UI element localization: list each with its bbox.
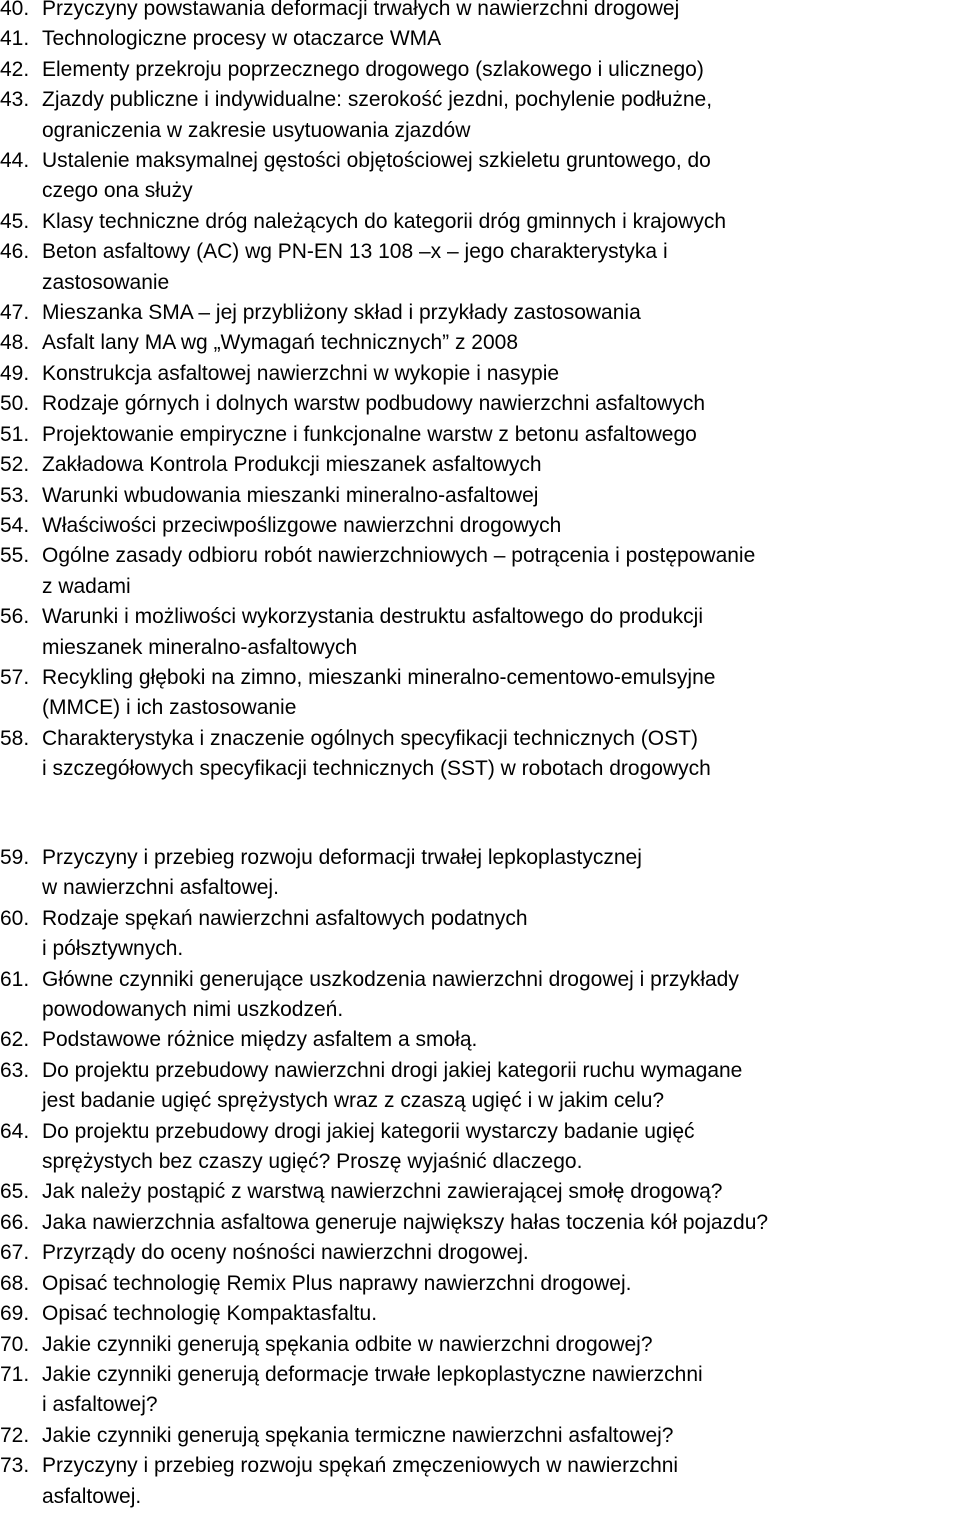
question-text-line: Recykling głęboki na zimno, mieszanki mineralno-cementowo-emulsyjne: [42, 665, 716, 689]
question-text-line: Klasy techniczne dróg należących do kategorii dróg gminnych i krajowych: [42, 209, 727, 233]
question-text-line: czego ona służy: [42, 179, 193, 203]
question-text-line: Do projektu przebudowy nawierzchni drogi jakiej kategorii ruchu wymagane: [42, 1058, 743, 1082]
question-item: [0, 1117, 960, 1178]
question-number: 71.: [0, 1362, 30, 1386]
question-item: [0, 389, 960, 419]
question-number: 63.: [0, 1058, 30, 1082]
question-number: 49.: [0, 361, 30, 385]
question-item: [0, 207, 960, 237]
question-list-part2: [0, 843, 960, 1512]
question-text-line: Opisać technologię Remix Plus naprawy nawierzchni drogowej.: [42, 1271, 632, 1295]
question-number: 44.: [0, 149, 30, 173]
question-number: 65.: [0, 1180, 30, 1204]
question-text-line: Jakie czynniki generują spękania odbite w nawierzchni drogowej?: [42, 1332, 653, 1356]
question-text-line: Przyczyny powstawania deformacji trwałych w nawierzchni drogowej: [42, 0, 680, 20]
question-item: [0, 965, 960, 1026]
question-number: 51.: [0, 422, 30, 446]
question-number: 59.: [0, 846, 30, 869]
question-text-line: Podstawowe różnice między asfaltem a smołą.: [42, 1028, 478, 1052]
question-item: [0, 359, 960, 389]
question-text-line: Elementy przekroju poprzecznego drogowego (szlakowego i ulicznego): [42, 57, 704, 81]
question-text-line: Zakładowa Kontrola Produkcji mieszanek asfaltowych: [42, 453, 542, 477]
question-item: [0, 663, 960, 724]
question-number: 46.: [0, 240, 30, 264]
question-item: [0, 328, 960, 358]
question-item: [0, 85, 960, 146]
question-number: 62.: [0, 1028, 30, 1052]
question-item: [0, 481, 960, 511]
question-text-line: Przyczyny i przebieg rozwoju spękań zmęczeniowych w nawierzchni: [42, 1454, 679, 1478]
question-item: [0, 1299, 960, 1329]
question-text-line: Projektowanie empiryczne i funkcjonalne warstw z betonu asfaltowego: [42, 422, 697, 446]
question-number: 72.: [0, 1423, 30, 1447]
question-number: 57.: [0, 665, 30, 689]
question-item: [0, 904, 960, 965]
question-item: [0, 1238, 960, 1268]
question-item: [0, 724, 960, 785]
question-item: [0, 541, 960, 602]
question-item: [0, 420, 960, 450]
question-item: [0, 298, 960, 328]
question-text-line: Rodzaje górnych i dolnych warstw podbudowy nawierzchni asfaltowych: [42, 392, 706, 416]
question-item: [0, 1421, 960, 1451]
question-text-line: i szczegółowych specyfikacji technicznych (SST) w robotach drogowych: [42, 757, 711, 781]
question-number: 52.: [0, 453, 30, 477]
question-text-line: Asfalt lany MA wg „Wymagań technicznych” z 2008: [42, 331, 519, 355]
question-text-line: zastosowanie: [42, 270, 170, 294]
question-item: [0, 1360, 960, 1421]
question-text-line: asfaltowej.: [42, 1484, 142, 1508]
question-item: [0, 1269, 960, 1299]
question-number: 45.: [0, 209, 30, 233]
question-text-line: Charakterystyka i znaczenie ogólnych specyfikacji technicznych (OST): [42, 726, 698, 750]
question-text-line: w nawierzchni asfaltowej.: [42, 876, 279, 900]
question-text-line: i asfaltowej?: [42, 1393, 158, 1417]
question-text-line: jest badanie ugięć sprężystych wraz z czaszą ugięć i w jakim celu?: [42, 1089, 665, 1113]
question-item: [0, 511, 960, 541]
question-item: [0, 0, 960, 24]
question-item: [0, 843, 960, 904]
question-number: 43.: [0, 88, 30, 112]
question-number: 41.: [0, 27, 30, 51]
question-number: 73.: [0, 1454, 30, 1478]
question-text-line: Ustalenie maksymalnej gęstości objętościowej szkieletu gruntowego, do: [42, 149, 711, 173]
question-text-line: Technologiczne procesy w otaczarce WMA: [42, 27, 442, 51]
question-number: 48.: [0, 331, 30, 355]
question-text-line: ograniczenia w zakresie usytuowania zjazdów: [42, 118, 471, 142]
question-text-line: Przyrządy do oceny nośności nawierzchni drogowej.: [42, 1241, 529, 1265]
question-text-line: Opisać technologię Kompaktasfaltu.: [42, 1302, 378, 1326]
question-text-line: Właściwości przeciwpoślizgowe nawierzchni drogowych: [42, 513, 562, 537]
question-item: [0, 1330, 960, 1360]
question-text-line: powodowanych nimi uszkodzeń.: [42, 998, 344, 1022]
question-text-line: Główne czynniki generujące uszkodzenia nawierzchni drogowej i przykłady: [42, 967, 739, 991]
question-item: [0, 450, 960, 480]
question-text-line: Jaka nawierzchnia asfaltowa generuje największy hałas toczenia kół pojazdu?: [42, 1210, 769, 1234]
question-number: 53.: [0, 483, 30, 507]
question-text-line: sprężystych bez czaszy ugięć? Proszę wyjaśnić dlaczego.: [42, 1150, 583, 1174]
question-number: 55.: [0, 544, 30, 568]
question-number: 68.: [0, 1271, 30, 1295]
question-item: [0, 55, 960, 85]
question-text-line: Jak należy postąpić z warstwą nawierzchni zawierającej smołę drogową?: [42, 1180, 723, 1204]
question-text-line: Zjazdy publiczne i indywidualne: szerokość jezdni, pochylenie podłużne,: [42, 88, 713, 112]
question-number: 61.: [0, 967, 30, 991]
question-item: [0, 146, 960, 207]
question-number: 67.: [0, 1241, 30, 1265]
question-text-line: Warunki wbudowania mieszanki mineralno-asfaltowej: [42, 483, 539, 507]
question-number: 47.: [0, 301, 30, 325]
question-text-line: z wadami: [42, 574, 131, 598]
question-item: [0, 237, 960, 298]
question-text-line: Przyczyny i przebieg rozwoju deformacji trwałej lepkoplastycznej: [42, 846, 642, 869]
question-text-line: Mieszanka SMA – jej przybliżony skład i przykłady zastosowania: [42, 301, 641, 325]
question-number: 40.: [0, 0, 30, 20]
question-item: [0, 1056, 960, 1117]
question-text-line: mieszanek mineralno-asfaltowych: [42, 635, 358, 659]
question-number: 60.: [0, 906, 30, 930]
question-text-line: Beton asfaltowy (AC) wg PN-EN 13 108 –x – jego charakterystyka i: [42, 240, 668, 264]
question-text-line: Do projektu przebudowy drogi jakiej kategorii wystarczy badanie ugięć: [42, 1119, 695, 1143]
question-text-line: Rodzaje spękań nawierzchni asfaltowych podatnych: [42, 906, 528, 930]
question-text-line: Konstrukcja asfaltowej nawierzchni w wykopie i nasypie: [42, 361, 560, 385]
question-number: 54.: [0, 513, 30, 537]
question-text-line: Ogólne zasady odbioru robót nawierzchniowych – potrącenia i postępowanie: [42, 544, 756, 568]
question-number: 42.: [0, 57, 30, 81]
question-item: [0, 602, 960, 663]
question-number: 69.: [0, 1302, 30, 1326]
question-item: [0, 1451, 960, 1512]
question-item: [0, 24, 960, 54]
question-text-line: Jakie czynniki generują spękania termiczne nawierzchni asfaltowej?: [42, 1423, 674, 1447]
question-number: 56.: [0, 605, 30, 629]
question-number: 66.: [0, 1210, 30, 1234]
question-text-line: Jakie czynniki generują deformacje trwałe lepkoplastyczne nawierzchni: [42, 1362, 703, 1386]
question-number: 64.: [0, 1119, 30, 1143]
question-item: [0, 1025, 960, 1055]
question-number: 70.: [0, 1332, 30, 1356]
question-item: [0, 1208, 960, 1238]
question-number: 58.: [0, 726, 30, 750]
question-text-line: (MMCE) i ich zastosowanie: [42, 696, 297, 720]
question-text-line: i półsztywnych.: [42, 937, 184, 961]
question-number: 50.: [0, 392, 30, 416]
question-text-line: Warunki i możliwości wykorzystania destruktu asfaltowego do produkcji: [42, 605, 703, 629]
question-item: [0, 1177, 960, 1207]
